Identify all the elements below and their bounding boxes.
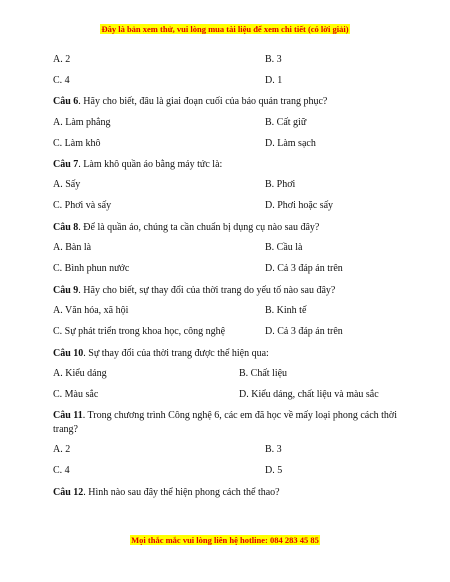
option-d: D. 1 <box>265 75 283 86</box>
option-b: B. Chất liệu <box>239 368 288 379</box>
question-6: Câu 6. Hãy cho biết, đâu là giai đoạn cuối của bảo quản trang phục? <box>53 96 328 107</box>
option-a: A. Văn hóa, xã hội <box>53 305 129 316</box>
question-11: Câu 11. Trong chương trình Công nghệ 6, các em đã học về mấy loại phong cách thời trang? <box>53 410 398 435</box>
option-c: C. 4 <box>53 465 70 476</box>
option-c: C. Phơi và sấy <box>53 200 112 211</box>
option-a: A. Sấy <box>53 179 81 190</box>
option-a: A. Làm phẳng <box>53 117 111 128</box>
option-c: C. 4 <box>53 75 70 86</box>
option-b: B. 3 <box>265 444 282 455</box>
question-8: Câu 8. Để là quần áo, chúng ta cần chuẩn bị dụng cụ nào sau đây? <box>53 222 320 233</box>
option-d: D. Cả 3 đáp án trên <box>265 326 343 337</box>
option-a: A. 2 <box>53 54 71 65</box>
option-d: D. Làm sạch <box>265 138 316 149</box>
question-12: Câu 12. Hình nào sau đây thể hiện phong cách thể thao? <box>53 487 280 498</box>
option-b: B. Phơi <box>265 179 296 190</box>
option-a: A. Kiểu dáng <box>53 368 107 379</box>
option-b: B. Kinh tế <box>265 305 307 316</box>
option-c: C. Màu sắc <box>53 389 99 400</box>
option-d: D. 5 <box>265 465 283 476</box>
option-d: D. Kiểu dáng, chất liệu và màu sắc <box>239 389 379 400</box>
option-d: D. Cả 3 đáp án trên <box>265 263 343 274</box>
option-b: B. 3 <box>265 54 282 65</box>
option-b: B. Cất giữ <box>265 117 307 128</box>
option-a: A. 2 <box>53 444 71 455</box>
header-banner: Đây là bản xem thử, vui lòng mua tài liệu để xem chi tiết (có lời giải) <box>101 24 349 34</box>
question-9: Câu 9. Hãy cho biết, sự thay đổi của thời trang do yếu tố nào sau đây? <box>53 285 336 296</box>
option-c: C. Sự phát triển trong khoa học, công nghệ <box>53 326 226 337</box>
option-d: D. Phơi hoặc sấy <box>265 200 334 211</box>
footer-banner: Mọi thắc mắc vui lòng liên hệ hotline: 084 283 45 85 <box>131 535 319 545</box>
option-c: C. Bình phun nước <box>53 263 130 274</box>
option-a: A. Bàn là <box>53 242 92 253</box>
question-10: Câu 10. Sự thay đổi của thời trang được thể hiện qua: <box>53 348 269 359</box>
option-c: C. Làm khô <box>53 138 101 149</box>
question-7: Câu 7. Làm khô quần áo bằng máy tức là: <box>53 159 223 170</box>
option-b: B. Cầu là <box>265 242 303 253</box>
